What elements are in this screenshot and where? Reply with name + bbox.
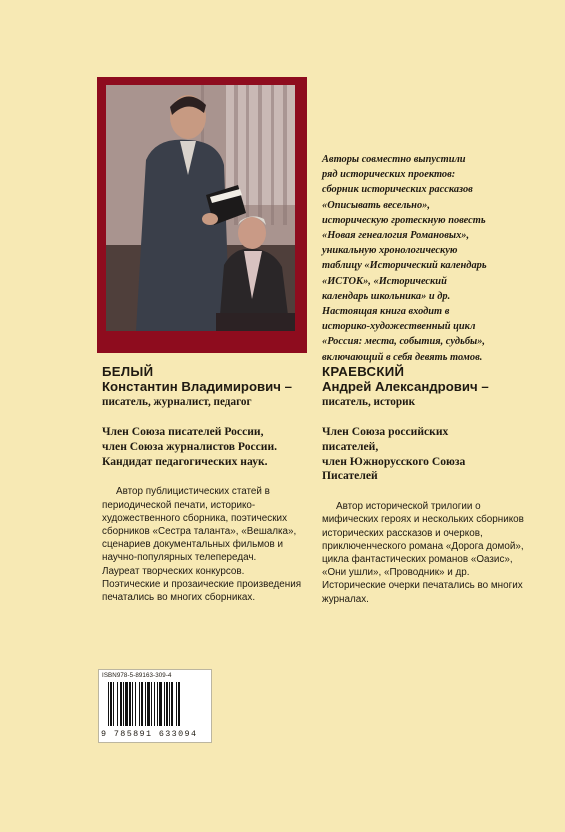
barcode-bar <box>117 682 118 726</box>
author-fullname: Константин Владимирович – <box>102 379 292 394</box>
bio-line: цикла фантастических романов «Оазис», <box>322 554 513 565</box>
blurb-line: историческую гротескную повесть <box>322 214 486 226</box>
isbn-digits: 9 785891 633094 <box>101 729 198 739</box>
author-photo-frame <box>97 77 307 353</box>
barcode-bar <box>151 682 152 726</box>
blurb-line: календарь школьника» и др. <box>322 290 451 302</box>
barcode-bar <box>159 682 162 726</box>
author-left <box>102 364 327 604</box>
bio-line: журналах. <box>322 593 369 605</box>
blurb-line: уникальную хронологическую <box>322 245 458 257</box>
bio-line: периодической печати, историко- <box>102 499 256 511</box>
barcode-bar <box>120 682 122 726</box>
barcode-bar <box>129 682 131 726</box>
blurb-line: Авторы совместно выпустили <box>322 154 466 165</box>
blurb-line: «ИСТОК», «Исторический <box>322 275 447 287</box>
membership-line: член Южнорусского Союза <box>322 454 466 468</box>
author-bio <box>102 485 327 604</box>
bio-line: «Они ушли», «Проводник» и др. <box>322 567 470 579</box>
author-fullname: Андрей Александрович – <box>322 379 489 394</box>
barcode-bar <box>147 682 150 726</box>
barcode-bar <box>154 682 155 726</box>
barcode-bar <box>125 682 128 726</box>
bio-line: мифических героях и нескольких сборников <box>322 514 524 526</box>
author-right <box>322 364 552 606</box>
membership-line: Писателей <box>322 469 378 483</box>
isbn-label: ISBN978-5-89163-309-4 <box>102 672 172 679</box>
bio-line: сценариев документальных фильмов и <box>102 539 284 551</box>
bio-line: Исторические очерки печатались во многих <box>322 580 523 592</box>
author-photo-illustration <box>106 85 295 331</box>
bio-line: печатались во многих сборниках. <box>102 592 256 604</box>
blurb-line: историко-художественный цикл <box>322 321 476 333</box>
barcode-bar <box>108 682 109 726</box>
blurb-line: Настоящая книга входит в <box>322 306 450 318</box>
blurb-line: «Описывать весельно», <box>322 199 430 211</box>
author-roles: писатель, историк <box>322 396 416 408</box>
bio-line: исторических рассказов и очерков, <box>322 527 483 539</box>
author-surname: БЕЛЫЙ <box>102 364 154 379</box>
barcode-bar <box>178 682 180 726</box>
blurb-line: таблицу «Исторический календарь <box>322 260 487 272</box>
barcode-bars <box>107 682 205 726</box>
barcode-bar <box>141 682 143 726</box>
blurb-line: «Новая генеалогия Романовых», <box>322 230 470 242</box>
author-membership <box>322 425 552 484</box>
bio-line: Автор публицистических статей в <box>116 486 270 498</box>
barcode-bar <box>164 682 165 726</box>
barcode-bar <box>171 682 173 726</box>
blurb-paragraph <box>322 152 532 365</box>
barcode-bar <box>157 682 158 726</box>
author-surname: КРАЕВСКИЙ <box>322 364 405 379</box>
barcode-bar <box>113 682 114 726</box>
isbn-barcode <box>98 669 212 743</box>
membership-line: Член Союза писателей России, <box>102 425 264 438</box>
barcode-bar <box>145 682 146 726</box>
blurb-line: сборник исторических рассказов <box>322 184 473 196</box>
blurb-line: включающий в себя девять томов. <box>322 351 483 363</box>
bio-line: Автор исторической трилогии о <box>336 501 481 513</box>
barcode-bar <box>123 682 124 726</box>
bio-line: приключенческого романа «Дорога домой», <box>322 540 524 552</box>
membership-line: Кандидат педагогических наук. <box>102 454 268 468</box>
author-membership <box>102 425 327 469</box>
author-roles: писатель, журналист, педагог <box>102 396 252 408</box>
blurb-line: «Россия: места, события, судьбы», <box>322 336 486 348</box>
barcode-bar <box>135 682 136 726</box>
barcode-bar <box>110 682 112 726</box>
bio-line: Поэтические и прозаические произведения <box>102 578 302 590</box>
blurb-line: ряд исторических проектов: <box>322 169 456 181</box>
membership-line: член Союза журналистов России. <box>102 439 278 453</box>
author-bio <box>322 500 552 606</box>
author-photo <box>106 85 295 331</box>
membership-line: писателей, <box>322 439 379 453</box>
barcode-bar <box>166 682 168 726</box>
bio-line: художественного сборника, поэтических <box>102 512 288 524</box>
barcode-bar <box>176 682 177 726</box>
bio-line: научно-популярных телепередач. <box>102 552 257 564</box>
barcode-bar <box>139 682 140 726</box>
barcode-bar <box>132 682 133 726</box>
barcode-bar <box>169 682 170 726</box>
bio-line: сборников «Сестра таланта», «Вешалка», <box>102 526 297 537</box>
bio-line: Лауреат творческих конкурсов. <box>102 565 245 577</box>
membership-line: Член Союза российских <box>322 425 449 438</box>
